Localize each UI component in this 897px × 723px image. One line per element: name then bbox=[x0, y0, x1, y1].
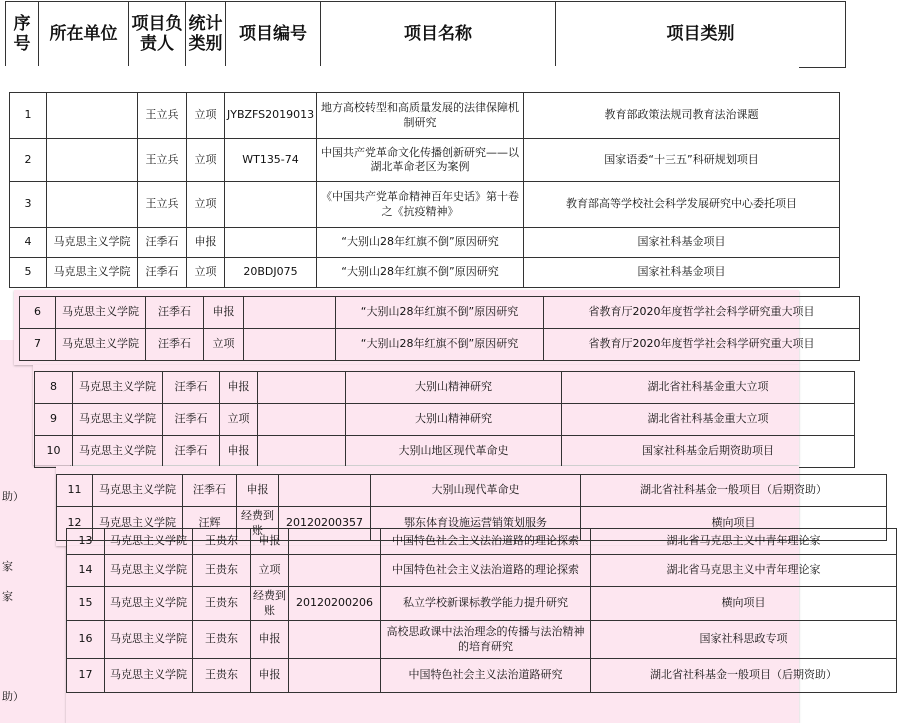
cell-no: 13 bbox=[67, 529, 105, 555]
cell-stat: 申报 bbox=[251, 659, 289, 693]
cell-name: 鄂东体育设施运营销策划服务 bbox=[371, 507, 581, 541]
cell-unit: 马克思主义学院 bbox=[73, 436, 163, 468]
cell-category: 省教育厅2020年度哲学社会科学研究重大项目 bbox=[544, 329, 860, 361]
cell-code bbox=[225, 182, 317, 228]
cell-category: 国家社科基金项目 bbox=[524, 258, 840, 288]
table-row bbox=[20, 329, 860, 361]
cell-leader: 汪辉 bbox=[183, 507, 237, 541]
cell-name: 大别山精神研究 bbox=[346, 404, 562, 436]
cell-leader: 王贵东 bbox=[193, 529, 251, 555]
cell-no: 10 bbox=[35, 436, 73, 468]
rows-6-7 bbox=[14, 290, 815, 365]
cell-stat: 申报 bbox=[187, 228, 225, 258]
cell-stat: 申报 bbox=[251, 621, 289, 659]
cell-no: 14 bbox=[67, 555, 105, 587]
cell-no: 7 bbox=[20, 329, 56, 361]
cell-code bbox=[289, 529, 381, 555]
header-category: 项目类别 bbox=[556, 2, 846, 68]
cell-name: 中国特色社会主义法治道路研究 bbox=[381, 659, 591, 693]
cell-no: 11 bbox=[57, 475, 93, 507]
cell-name: 中国特色社会主义法治道路的理论探索 bbox=[381, 555, 591, 587]
cell-name: 大别山地区现代革命史 bbox=[346, 436, 562, 468]
left-fragment: 助） bbox=[2, 690, 24, 703]
header-no: 序号 bbox=[6, 2, 39, 68]
cell-category: 湖北省社科基金重大立项 bbox=[562, 372, 855, 404]
cell-leader: 汪季石 bbox=[138, 258, 187, 288]
table-row bbox=[35, 436, 855, 468]
left-fragment: 家 bbox=[2, 560, 13, 573]
table-row bbox=[10, 182, 840, 228]
header-name: 项目名称 bbox=[321, 2, 556, 68]
cell-code bbox=[289, 659, 381, 693]
cell-name: 地方高校转型和高质量发展的法律保障机制研究 bbox=[317, 93, 524, 139]
table-row bbox=[57, 475, 887, 507]
cell-stat: 经费到账 bbox=[251, 587, 289, 621]
rows-13-17 bbox=[66, 534, 837, 723]
header-table bbox=[5, 1, 846, 68]
cell-code bbox=[289, 555, 381, 587]
left-fragment: 家 bbox=[2, 590, 13, 603]
cell-no: 6 bbox=[20, 297, 56, 329]
cell-leader: 王立兵 bbox=[138, 139, 187, 182]
cell-code: 20120200357 bbox=[279, 507, 371, 541]
cell-no: 17 bbox=[67, 659, 105, 693]
cell-leader: 王立兵 bbox=[138, 93, 187, 139]
table-row bbox=[67, 555, 897, 587]
table-row bbox=[10, 139, 840, 182]
table-row bbox=[10, 228, 840, 258]
cell-leader: 王贵东 bbox=[193, 587, 251, 621]
cell-code: 20BDJ075 bbox=[225, 258, 317, 288]
cell-leader: 汪季石 bbox=[146, 329, 204, 361]
cell-stat: 立项 bbox=[187, 182, 225, 228]
cell-leader: 王贵东 bbox=[193, 659, 251, 693]
table-row bbox=[35, 372, 855, 404]
cell-unit bbox=[47, 182, 138, 228]
cell-unit: 马克思主义学院 bbox=[105, 587, 193, 621]
cell-no: 1 bbox=[10, 93, 47, 139]
cell-unit: 马克思主义学院 bbox=[105, 555, 193, 587]
cell-category: 湖北省社科基金一般项目（后期资助） bbox=[581, 475, 887, 507]
cell-stat: 立项 bbox=[204, 329, 244, 361]
cell-stat: 申报 bbox=[220, 372, 258, 404]
cell-unit: 马克思主义学院 bbox=[105, 529, 193, 555]
cell-no: 2 bbox=[10, 139, 47, 182]
cell-leader: 汪季石 bbox=[163, 436, 220, 468]
cell-stat: 申报 bbox=[237, 475, 279, 507]
cell-no: 9 bbox=[35, 404, 73, 436]
cell-name: 高校思政课中法治理念的传播与法治精神的培育研究 bbox=[381, 621, 591, 659]
cell-name: 中国共产党革命文化传播创新研究——以湖北革命老区为案例 bbox=[317, 139, 524, 182]
header-code: 项目编号 bbox=[226, 2, 321, 68]
cell-unit: 马克思主义学院 bbox=[73, 404, 163, 436]
cell-leader: 王贵东 bbox=[193, 621, 251, 659]
table-row bbox=[20, 297, 860, 329]
cell-no: 3 bbox=[10, 182, 47, 228]
cell-category: 横向项目 bbox=[581, 507, 887, 541]
cell-stat: 立项 bbox=[187, 93, 225, 139]
table-row bbox=[67, 587, 897, 621]
cell-leader: 王立兵 bbox=[138, 182, 187, 228]
cell-leader: 汪季石 bbox=[138, 228, 187, 258]
cell-stat: 申报 bbox=[220, 436, 258, 468]
cell-code bbox=[258, 372, 346, 404]
cell-name: 私立学校新课标教学能力提升研究 bbox=[381, 587, 591, 621]
cell-category: 国家社科思政专项 bbox=[591, 621, 897, 659]
cell-no: 5 bbox=[10, 258, 47, 288]
cell-category: 教育部政策法规司教育法治课题 bbox=[524, 93, 840, 139]
cell-unit: 马克思主义学院 bbox=[93, 475, 183, 507]
cell-category: 横向项目 bbox=[591, 587, 897, 621]
cell-unit: 马克思主义学院 bbox=[73, 372, 163, 404]
cell-name: 大别山精神研究 bbox=[346, 372, 562, 404]
cell-leader: 王贵东 bbox=[193, 555, 251, 587]
cell-code bbox=[244, 329, 336, 361]
cell-stat: 经费到账 bbox=[237, 507, 279, 541]
cell-leader: 汪季石 bbox=[163, 404, 220, 436]
cell-no: 4 bbox=[10, 228, 47, 258]
cell-name: 大别山现代革命史 bbox=[371, 475, 581, 507]
cell-leader: 汪季石 bbox=[183, 475, 237, 507]
cell-code bbox=[258, 436, 346, 468]
table-row bbox=[67, 659, 897, 693]
cell-category: 国家社科基金后期资助项目 bbox=[562, 436, 855, 468]
cell-name: “大别山28年红旗不倒”原因研究 bbox=[336, 329, 544, 361]
cell-unit bbox=[47, 139, 138, 182]
cell-unit bbox=[47, 93, 138, 139]
header-stat: 统计类别 bbox=[186, 2, 226, 68]
cell-name: “大别山28年红旗不倒”原因研究 bbox=[317, 258, 524, 288]
cell-stat: 立项 bbox=[251, 555, 289, 587]
cell-name: 中国特色社会主义法治道路的理论探索 bbox=[381, 529, 591, 555]
cell-leader: 汪季石 bbox=[146, 297, 204, 329]
cell-leader: 汪季石 bbox=[163, 372, 220, 404]
header-unit: 所在单位 bbox=[39, 2, 129, 68]
cell-unit: 马克思主义学院 bbox=[56, 297, 146, 329]
cell-code bbox=[244, 297, 336, 329]
cell-stat: 申报 bbox=[204, 297, 244, 329]
cell-code bbox=[225, 228, 317, 258]
cell-no: 16 bbox=[67, 621, 105, 659]
cell-no: 15 bbox=[67, 587, 105, 621]
cell-category: 国家语委“十三五”科研规划项目 bbox=[524, 139, 840, 182]
cell-category: 教育部高等学校社会科学发展研究中心委托项目 bbox=[524, 182, 840, 228]
cell-unit: 马克思主义学院 bbox=[47, 258, 138, 288]
cell-category: 湖北省马克思主义中青年理论家 bbox=[591, 555, 897, 587]
cell-category: 湖北省马克思主义中青年理论家 bbox=[591, 529, 897, 555]
cell-code bbox=[258, 404, 346, 436]
table-row bbox=[67, 529, 897, 555]
cell-no: 8 bbox=[35, 372, 73, 404]
cell-name: “大别山28年红旗不倒”原因研究 bbox=[317, 228, 524, 258]
header-leader: 项目负责人 bbox=[129, 2, 186, 68]
cell-unit: 马克思主义学院 bbox=[105, 621, 193, 659]
cell-stat: 申报 bbox=[251, 529, 289, 555]
cell-stat: 立项 bbox=[187, 139, 225, 182]
cell-category: 湖北省社科基金一般项目（后期资助） bbox=[591, 659, 897, 693]
cell-code: WT135-74 bbox=[225, 139, 317, 182]
cell-code bbox=[289, 621, 381, 659]
cell-name: 《中国共产党革命精神百年史话》第十卷之《抗疫精神》 bbox=[317, 182, 524, 228]
cell-unit: 马克思主义学院 bbox=[105, 659, 193, 693]
cell-code bbox=[279, 475, 371, 507]
cell-unit: 马克思主义学院 bbox=[93, 507, 183, 541]
left-fragment: 助） bbox=[2, 490, 24, 503]
cell-unit: 马克思主义学院 bbox=[47, 228, 138, 258]
cell-category: 国家社科基金项目 bbox=[524, 228, 840, 258]
cell-name: “大别山28年红旗不倒”原因研究 bbox=[336, 297, 544, 329]
cell-no: 12 bbox=[57, 507, 93, 541]
cell-code: 20120200206 bbox=[289, 587, 381, 621]
table-row bbox=[10, 258, 840, 288]
cell-stat: 立项 bbox=[187, 258, 225, 288]
cell-code: JYBZFS2019013 bbox=[225, 93, 317, 139]
cell-category: 省教育厅2020年度哲学社会科学研究重大项目 bbox=[544, 297, 860, 329]
rows-8-10 bbox=[33, 365, 799, 465]
cell-unit: 马克思主义学院 bbox=[56, 329, 146, 361]
cell-stat: 立项 bbox=[220, 404, 258, 436]
rows-1-5 bbox=[0, 66, 799, 288]
table-row bbox=[10, 93, 840, 139]
cell-category: 湖北省社科基金重大立项 bbox=[562, 404, 855, 436]
table-row bbox=[67, 621, 897, 659]
table-row bbox=[35, 404, 855, 436]
